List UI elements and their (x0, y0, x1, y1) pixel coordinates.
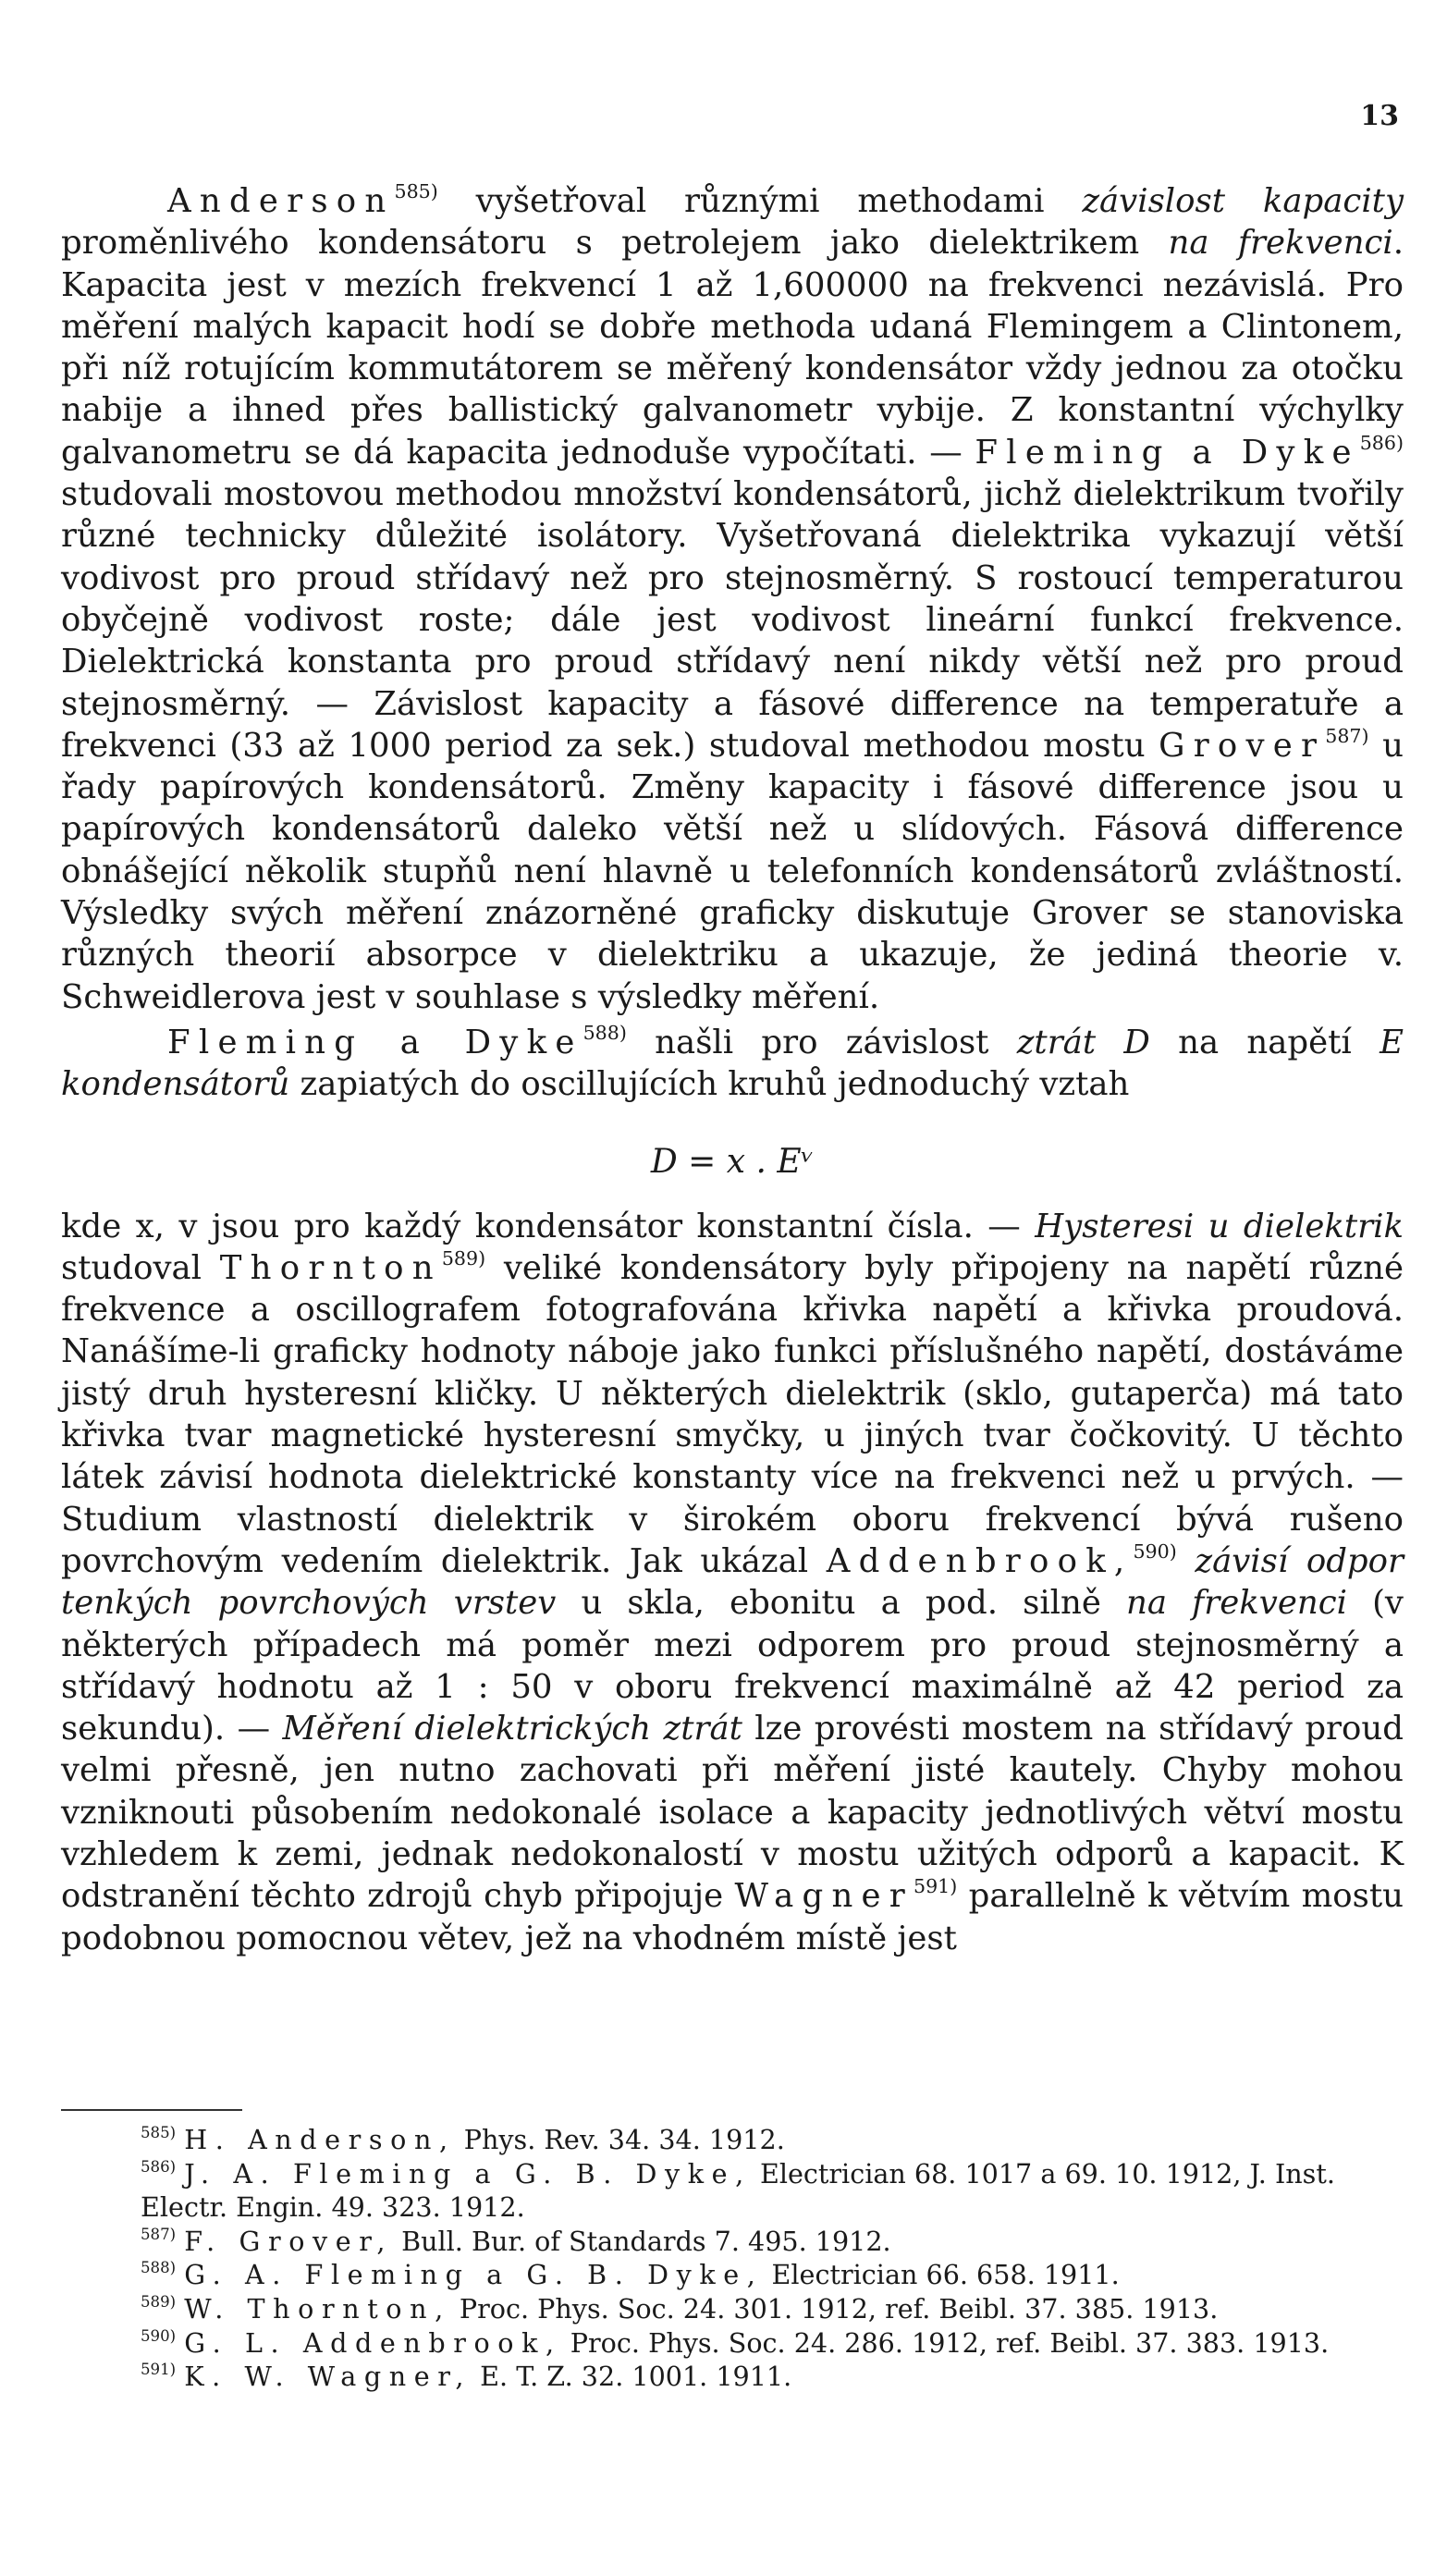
footnote (61, 2292, 1404, 2326)
footnote-divider (61, 2109, 242, 2111)
author-name: Anderson (167, 182, 395, 220)
body-text: studovali mostovou methodou množství kondensátorů, jichž dielektrikum tvořily různé technicky důležité isolátory. Vyšetřovaná dielektrika vykazují větší vodivost pro proud střídavý než pro stejnosměrný. S rostoucí temperaturou obyčejně vodivost roste; dále jest vodivost lineární funkcí frekvence. Dielektrická konstanta pro proud střídavý není nikdy větší než pro proud stejnosměrný. — Závislost kapacity a fásové difference na temperatuře a frekvenci (33 až 1000 period za sek.) studoval methodou mostu (61, 475, 1404, 765)
body-text: kde x, v jsou pro každý kondensátor konstantní čísla. — (61, 1207, 1036, 1245)
paragraph-1 (61, 180, 1404, 1018)
paragraph-3 (61, 1206, 1404, 1959)
emphasis-text: závislost kapacity (1082, 182, 1404, 220)
footnote-author: G. L. Addenbrook, (184, 2326, 562, 2359)
author-name: Grover (1159, 726, 1326, 765)
emphasis-text: Měření dielektrických ztrát (282, 1710, 742, 1748)
formula: D = x . Eᵛ (650, 1142, 815, 1181)
body-text: na napětí (1149, 1023, 1380, 1061)
body-text: zapiatých do oscillujících kruhů jednoduchý vztah (289, 1065, 1130, 1104)
footnote-text: Proc. Phys. Soc. 24. 301. 1912, ref. Beibl. 37. 385. 1913. (450, 2292, 1219, 2325)
emphasis-text: ztrát D (1016, 1023, 1150, 1061)
footnote-number: 585) (141, 2124, 177, 2142)
author-name: Wagner (734, 1877, 914, 1916)
footnote-number: 588) (141, 2259, 177, 2277)
body-text: . Kapacita jest v mezích frekvencí 1 až 1,600000 na frekvenci nezávislá. Pro měření malých kapacit hodí se dobře methoda udaná Flemingem a Clintonem, při níž rotujícím kommutátorem se měřený kondensátor vždy jednou za otočku nabije a ihned přes ballistický galvanometr vybije. Z konstantní výchylky galvanometru se dá kapacita jednoduše vypočítati. — (61, 224, 1404, 472)
emphasis-text: E kondensátorů (61, 1023, 1404, 1104)
footnote-number: 591) (141, 2361, 177, 2379)
footnote-ref: 587) (1325, 725, 1369, 748)
body-text: našli pro závislost (626, 1023, 1017, 1061)
footnote-ref: 590) (1133, 1540, 1177, 1564)
body-text: lze provésti mostem na střídavý proud velmi přesně, jen nutno zachovati při měření jisté kautely. Chyby mohou vzniknouti působením nedokonalé isolace a kapacity jednotlivých větví mostu vzhledem k zemi, jednak nedokonalostí v mostu užitých odporů a kapacit. K odstranění těchto zdrojů chyb připojuje (61, 1710, 1404, 1916)
footnote-author: W. Thornton, (184, 2292, 451, 2325)
author-name: Fleming a Dyke (975, 433, 1360, 472)
footnote-text: Electrician 66. 658. 1911. (763, 2259, 1120, 2291)
body-text: vyšetřoval různými methodami (437, 182, 1083, 220)
author-name: Fleming a Dyke (167, 1023, 583, 1061)
footnote-ref: 588) (582, 1022, 627, 1045)
footnote-ref: 589) (441, 1247, 486, 1270)
footnote (61, 2123, 1404, 2157)
footnote (61, 2157, 1404, 2225)
footnote-ref: 586) (1359, 431, 1404, 454)
body-text: u řady papírových kondensátorů. Změny kapacity i fásové difference jsou u papírových kondensátorů daleko větší než u slídových. Fásová difference obnášející několik stupňů není hlavně u telefonních kondensátorů zvláštností. Výsledky svých měření znázorněné graficky diskutuje Grover se stanoviska různých theorií absorpce v dielektriku a ukazuje, že jediná theorie v. Schweidlerova jest v souhlase s výsledky měření. (61, 726, 1404, 1016)
paragraph-2 (61, 1022, 1404, 1106)
footnote-author: F. Grover, (184, 2225, 393, 2257)
emphasis-text: na frekvenci (1168, 224, 1393, 263)
footnote-number: 587) (141, 2225, 177, 2243)
body-text: proměnlivého kondensátoru s petrolejem jako dielektrikem (61, 224, 1169, 263)
footnote-text: Bull. Bur. of Standards 7. 495. 1912. (393, 2225, 891, 2257)
footnote-author: K. W. Wagner, (184, 2361, 472, 2393)
emphasis-text: Hysteresi u dielektrik (1035, 1207, 1404, 1245)
footnote-author: H. Anderson, (184, 2124, 456, 2155)
body-text: (v některých případech má poměr mezi odporem pro proud stejnosměrný a střídavý hodnotu až 1 : 50 v oboru frekvencí maximálně až 42 period za sekundu). — (61, 1584, 1404, 1748)
footnote-number: 589) (141, 2293, 177, 2312)
footnote-number: 590) (141, 2326, 177, 2345)
footnote-text: Phys. Rev. 34. 34. 1912. (455, 2124, 785, 2155)
footnote-number: 586) (141, 2157, 177, 2176)
footnote-author: J. A. Fleming a G. B. Dyke, (184, 2157, 752, 2190)
footnote-text: Proc. Phys. Soc. 24. 286. 1912, ref. Beibl. 37. 383. 1913. (561, 2326, 1330, 2359)
emphasis-text: závisí odpor tenkých povrchových vrstev (61, 1541, 1404, 1623)
footnote (61, 2360, 1404, 2394)
page-number: 13 (1360, 100, 1399, 132)
body-text: veliké kondensátory byly připojeny na napětí různé frekvence a oscillografem fotografována křivka napětí a křivka proudová. Nanášíme-li graficky hodnoty náboje jako funkci příslušného napětí, dostáváme jistý druh hysteresní kličky. U některých dielektrik (sklo, gutaperča) má tato křivka tvar magnetické hysteresní smyčky, u jiných tvar čočkovitý. U těchto látek závisí hodnota dielektrické konstanty více na frekvenci než u prvých. — Studium vlastností dielektrik v širokém oboru frekvencí bývá rušeno povrchovým vedením dielektrik. Jak ukázal (61, 1248, 1404, 1580)
footnote (61, 2258, 1404, 2292)
footnote-ref: 591) (913, 1875, 958, 1898)
body-text: u skla, ebonitu a pod. silně (556, 1584, 1127, 1623)
footnotes (61, 2123, 1404, 2394)
footnote-text: E. T. Z. 32. 1001. 1911. (472, 2361, 792, 2393)
footnote (61, 2326, 1404, 2361)
body-text: parallelně k větvím mostu podobnou pomocnou větev, jež na vhodném místě jest (61, 1877, 1404, 1957)
main-text (61, 180, 1404, 1959)
footnote (61, 2225, 1404, 2259)
body-text: studoval (61, 1248, 220, 1287)
footnote-ref: 585) (394, 180, 438, 203)
footnote-text: Electrician 68. 1017 a 69. 10. 1912, J. Inst. Electr. Engin. 49. 323. 1912. (141, 2157, 1335, 2224)
author-name: Thornton (219, 1248, 442, 1287)
footnote-author: G. A. Fleming a G. B. Dyke, (184, 2259, 764, 2291)
author-name: Addenbrook, (826, 1541, 1134, 1580)
emphasis-text: na frekvenci (1126, 1584, 1347, 1623)
